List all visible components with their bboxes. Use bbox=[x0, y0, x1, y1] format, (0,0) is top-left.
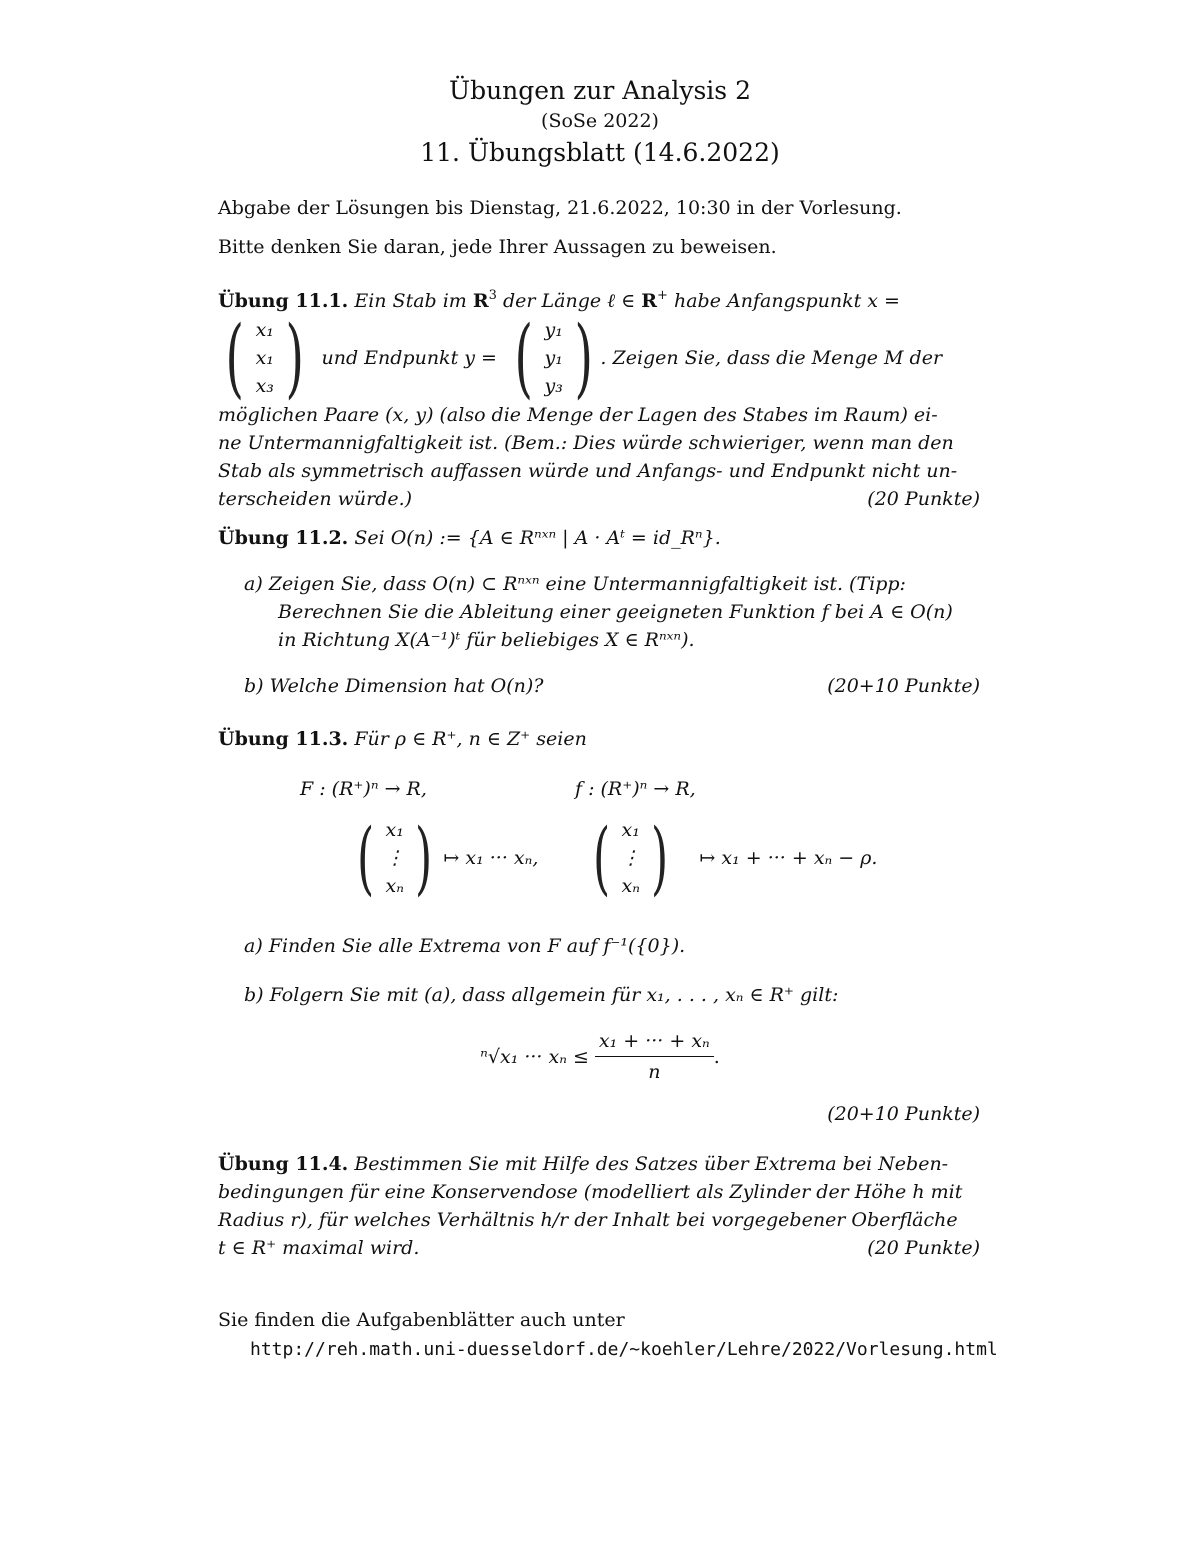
vec-entry: x₁ bbox=[385, 819, 404, 841]
ex3-part-a: a) Finden Sie alle Extrema von F auf f⁻¹({0}). bbox=[244, 935, 686, 957]
vec-entry: xₙ bbox=[621, 875, 640, 897]
points-label: (20+10 Punkte) bbox=[827, 675, 980, 697]
ex4-line: Radius r), für welches Verhältnis h/r der Inhalt bei vorgegebener Oberfläche bbox=[218, 1209, 958, 1231]
ex1-text-c: habe Anfangspunkt x = bbox=[673, 290, 900, 312]
ex2-part-a-line: in Richtung X(A⁻¹)ᵗ für beliebiges X ∈ Rⁿˣⁿ). bbox=[278, 629, 695, 651]
course-url-link[interactable]: http://reh.math.uni-duesseldorf.de/~koehler/Lehre/2022/Vorlesung.html bbox=[250, 1339, 998, 1360]
points-label: (20 Punkte) bbox=[867, 488, 980, 510]
function-F-mapping: ( x₁ ⋮ xₙ ) ↦ x₁ ··· xₙ, bbox=[357, 811, 539, 904]
vec-y-entry: y₁ bbox=[544, 319, 563, 341]
exercise-label: Übung 11.4. bbox=[218, 1153, 349, 1175]
ex2-part-a-line: Berechnen Sie die Ableitung einer geeigneten Funktion f bei A ∈ O(n) bbox=[278, 601, 953, 623]
ex1-text-b: der Länge ℓ ∈ bbox=[503, 290, 636, 312]
ex1-line: ne Untermannigfaltigkeit ist. (Bem.: Dies würde schwieriger, wenn man den bbox=[218, 432, 954, 454]
deadline-text: Abgabe der Lösungen bis Dienstag, 21.6.2022, 10:30 in der Vorlesung. bbox=[218, 197, 902, 219]
F-map-value: ↦ x₁ ··· xₙ, bbox=[443, 847, 539, 869]
points-label: (20+10 Punkte) bbox=[827, 1103, 980, 1125]
vec-entry: xₙ bbox=[385, 875, 404, 897]
ex1-line: Stab als symmetrisch auffassen würde und Anfangs- und Endpunkt nicht un- bbox=[218, 460, 958, 482]
inequality-left: ⁿ√x₁ ··· xₙ ≤ bbox=[480, 1045, 589, 1068]
exercise-11-1: Übung 11.1. Ein Stab im $R^3$ der Länge ℓ ∈ R+ habe Anfangspunkt x = ( x₁ x₁ x₃ ) und Endpunkt y = ( y₁ y₁ y₃ ) . Zeigen Sie, dass die Menge M der möglichen Paare (x, y) (also die Menge der Lagen des Stabes im Raum) ei- ne Untermannigfaltigkeit ist. (Bem.: Dies würde schwieriger, wenn man den Stab als symmetrisch auffassen würde und Anfangs- und Endpunkt nicht un- terscheiden würde.) (20 Punkte) bbox=[218, 282, 980, 513]
vec-entry: ⋮ bbox=[385, 847, 405, 869]
exercise-label: Übung 11.1. bbox=[218, 290, 349, 312]
ex1-line: möglichen Paare (x, y) (also die Menge der Lagen des Stabes im Raum) ei- bbox=[218, 404, 938, 426]
exercise-11-3 bbox=[218, 725, 980, 753]
exercise-label: Übung 11.3. bbox=[218, 728, 349, 750]
ex1-line: terscheiden würde.) bbox=[218, 488, 413, 510]
vec-x-entry: x₁ bbox=[255, 347, 274, 369]
exercise-11-4 bbox=[218, 1150, 980, 1262]
ex4-line: Bestimmen Sie mit Hilfe des Satzes über Extrema bei Neben- bbox=[354, 1153, 949, 1175]
ex4-line: bedingungen für eine Konservendose (modelliert als Zylinder der Höhe h mit bbox=[218, 1181, 963, 1203]
vector-x: ( x₁ x₁ x₃ ) bbox=[225, 308, 304, 408]
points-label: (20 Punkte) bbox=[867, 1237, 980, 1259]
semester-label: (SoSe 2022) bbox=[541, 110, 659, 132]
ex1-text-a: Ein Stab im bbox=[354, 290, 467, 312]
exercise-label: Übung 11.2. bbox=[218, 527, 349, 549]
function-f-definition: f : (R⁺)ⁿ → R, bbox=[575, 778, 696, 800]
ex2-definition: Sei O(n) := {A ∈ Rⁿˣⁿ | A · Aᵗ = id_Rⁿ}. bbox=[354, 527, 721, 549]
vec-x-entry: x₃ bbox=[255, 375, 274, 397]
ex3-intro: Für ρ ∈ R⁺, n ∈ Z⁺ seien bbox=[354, 728, 587, 750]
f-map-value: ↦ x₁ + ··· + xₙ − ρ. bbox=[699, 847, 878, 869]
ex1-after-vector: . Zeigen Sie, dass die Menge M der bbox=[600, 347, 943, 369]
sheet-number-date: 11. Übungsblatt (14.6.2022) bbox=[420, 138, 780, 167]
inequality-numerator: x₁ + ··· + xₙ bbox=[595, 1026, 714, 1057]
vec-entry: ⋮ bbox=[621, 847, 641, 869]
vector-y: ( y₁ y₁ y₃ ) bbox=[514, 308, 593, 408]
inequality-denominator: n bbox=[648, 1061, 661, 1083]
sheet-title: Übungen zur Analysis 2 bbox=[449, 76, 751, 105]
vec-x-entry: x₁ bbox=[255, 319, 274, 341]
function-F-definition: F : (R⁺)ⁿ → R, bbox=[300, 778, 427, 800]
vec-y-entry: y₃ bbox=[544, 375, 563, 397]
reminder-text: Bitte denken Sie daran, jede Ihrer Aussagen zu beweisen. bbox=[218, 236, 777, 258]
am-gm-inequality: ⁿ√x₁ ··· xₙ ≤ $\frac{\text{x₁ + ··· + xₙ}}{n}$ . bbox=[0, 1026, 1200, 1087]
vec-y-entry: y₁ bbox=[544, 347, 563, 369]
exercise-11-2 bbox=[218, 524, 980, 700]
ex4-line: t ∈ R⁺ maximal wird. bbox=[218, 1237, 420, 1259]
function-f-mapping: ( x₁ ⋮ xₙ ) ↦ x₁ + ··· + xₙ − ρ. bbox=[593, 811, 878, 904]
ex2-part-b: b) Welche Dimension hat O(n)? bbox=[244, 675, 544, 697]
footer-text: Sie finden die Aufgabenblätter auch unter bbox=[218, 1309, 625, 1331]
ex1-endpoint-text: und Endpunkt y = bbox=[321, 347, 497, 369]
ex2-part-a: a) Zeigen Sie, dass O(n) ⊂ Rⁿˣⁿ eine Untermannigfaltigkeit ist. (Tipp: bbox=[244, 573, 906, 595]
ex3-part-b: b) Folgern Sie mit (a), dass allgemein für x₁, . . . , xₙ ∈ R⁺ gilt: bbox=[244, 984, 839, 1006]
vec-entry: x₁ bbox=[621, 819, 640, 841]
